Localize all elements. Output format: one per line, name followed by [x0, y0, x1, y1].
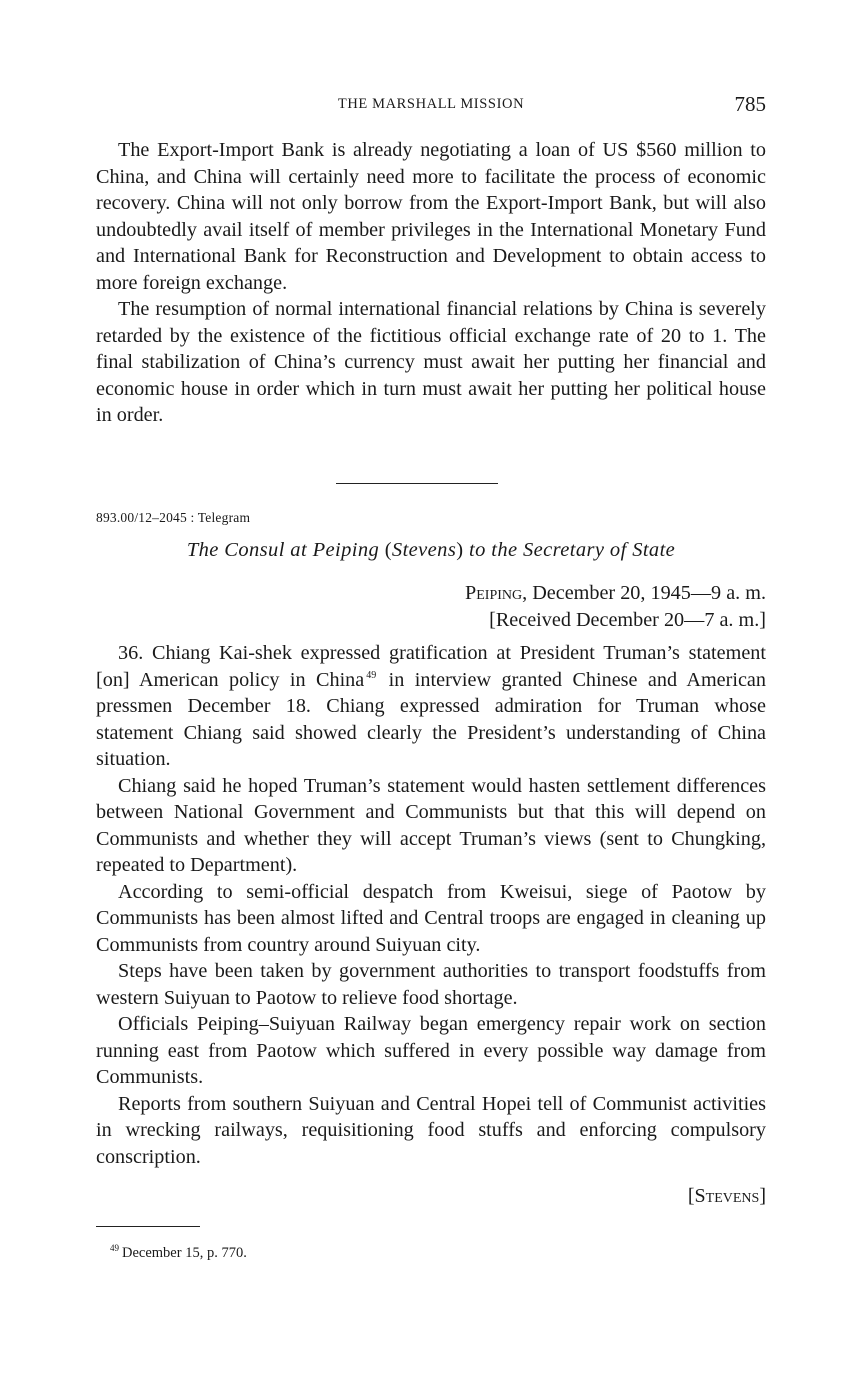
- paragraph-text: in interview granted Chinese and American pressmen December 18. Chiang expressed admiration for Truman whose statement Chiang said showed clearly the President’s understanding of China situation.: [96, 668, 766, 770]
- paragraph: [96, 640, 766, 773]
- intro-text: [96, 137, 766, 429]
- heading-part: The Consul at Peiping: [186, 539, 380, 561]
- dateline-place: Peiping: [465, 582, 523, 604]
- paragraph: Reports from southern Suiyuan and Central Hopei tell of Communist activities in wrecking railways, requisitioning food stuffs and enforcing compulsory conscription.: [96, 1092, 766, 1168]
- paragraph: According to semi-official despatch from Kweisui, siege of Paotow by Communists has been almost lifted and Central troops are engaged in cleaning up Communists from country around Suiyuan city.: [96, 880, 766, 956]
- footnote-reference[interactable]: 49: [366, 669, 377, 681]
- footnote-number: 49: [110, 1243, 119, 1253]
- section-divider: [336, 483, 498, 484]
- dateline: [465, 580, 766, 634]
- telegram-body: [96, 640, 766, 1170]
- heading-part: to the Secretary of State: [468, 539, 676, 561]
- page-number: 785: [734, 92, 766, 116]
- paragraph: The Export-Import Bank is already negotiating a loan of US $560 million to China, and China will certainly need more to facilitate the process of economic recovery. China will not only borrow from the Export-Import Bank, but will also undoubtedly avail itself of member privileges in the International Monetary Fund and International Bank for Reconstruction and Development to obtain access to more foreign exchange.: [96, 139, 766, 294]
- footnote-divider: [96, 1226, 200, 1227]
- signature: [Stevens]: [687, 1185, 766, 1207]
- paragraph: Chiang said he hoped Truman’s statement would hasten settlement differences between National Government and Communists but that this will depend on Communists and whether they will accept Truman’s views (sent to Chungking, repeated to Department).: [96, 774, 766, 876]
- received-line: [Received December 20—7 a. m.]: [489, 609, 766, 631]
- paragraph: Officials Peiping–Suiyuan Railway began emergency repair work on section running east from Paotow which suffered in every possible way damage from Communists.: [96, 1013, 766, 1088]
- paragraph: Steps have been taken by government authorities to transport foodstuffs from western Suiyuan to Paotow to relieve food shortage.: [96, 960, 766, 1009]
- file-reference: 893.00/12–2045 : Telegram: [96, 510, 251, 525]
- footnote-text: December 15, p. 770.: [122, 1244, 247, 1261]
- paragraph-text: 36. Chiang Kai-shek expressed gratification at President Truman’s statement [on] American policy in China: [96, 642, 766, 691]
- signature-name: Stevens: [694, 1185, 760, 1207]
- running-head: [96, 92, 766, 118]
- footnote: [110, 1243, 247, 1262]
- dateline-date: , December 20, 1945—9 a. m.: [522, 582, 766, 604]
- heading-name: Stevens: [391, 539, 457, 561]
- document-heading: The Consul at Peiping (Stevens) to the Secretary of State: [186, 539, 676, 561]
- running-title: THE MARSHALL MISSION: [337, 96, 525, 112]
- paragraph: The resumption of normal international financial relations by China is severely retarded by the existence of the fictitious official exchange rate of 20 to 1. The final stabilization of China’s currency must await her putting her financial and economic house in order which in turn must await her putting her political house in order.: [96, 298, 766, 426]
